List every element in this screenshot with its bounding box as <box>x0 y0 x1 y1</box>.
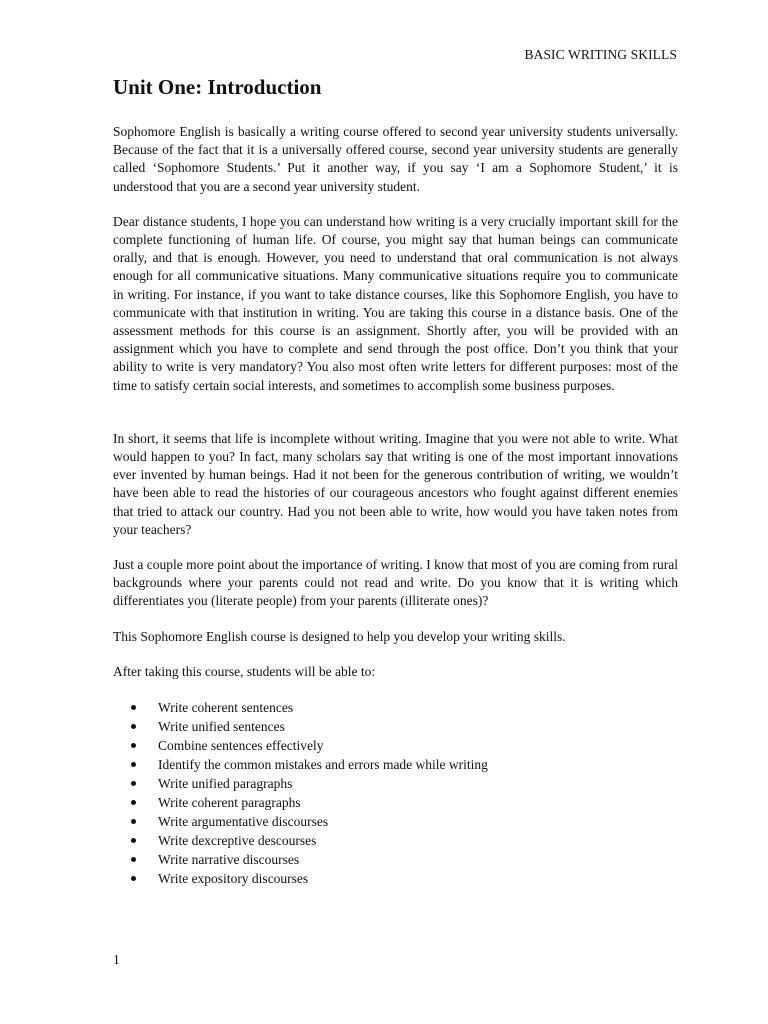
paragraph-life-without-writing: In short, it seems that life is incomplete without writing. Imagine that you were not able to write. What would happen to you? In fact, many scholars say that writing is one of the most important innovations ever invented by human beings. Had it not been for the generous contribution of writing, we wouldn’t have been able to read the histories of our courageous ancestors who fought against different enemies that tried to attack our country. Had you not been able to write, how would you have taken notes from your teachers? <box>113 430 678 537</box>
objective-text: Write expository discourses <box>158 871 309 887</box>
bullet-icon <box>131 762 136 767</box>
list-item <box>113 774 678 793</box>
list-item <box>113 793 678 812</box>
paragraph-importance: Dear distance students, I hope you can understand how writing is a very crucially important skill for the complete functioning of human life. Of course, you might say that human beings can communicate orally, and that is enough. However, you need to understand that oral communication is not always enough for all communicative situations. Many communicative situations require you to communicate in writing. For instance, if you want to take distance courses, like this Sophomore English, you have to communicate with that institution in writing. You are taking this course in a distance basis. One of the assessment methods for this course is an assignment. Shortly after, you will be provided with an assignment which you have to complete and send through the post office. Don’t you think that your ability to write is very mandatory? You also most often write letters for different purposes: most of the time to satisfy certain social interests, and sometimes to accomplish some business purposes. <box>113 213 678 393</box>
objectives-list <box>113 698 678 888</box>
list-item <box>113 850 678 869</box>
paragraph-intro: Sophomore English is basically a writing course offered to second year university students universally. Because of the fact that it is a universally offered course, second year university students are generally called ‘Sophomore Students.’ Put it another way, if you say ‘I am a Sophomore Student,’ it is understood that you are a second year university student. <box>113 124 678 194</box>
running-header: BASIC WRITING SKILLS <box>524 47 677 62</box>
page-content <box>113 74 678 888</box>
list-item <box>113 717 678 736</box>
objective-text: Write coherent sentences <box>158 700 294 716</box>
list-item <box>113 869 678 888</box>
bullet-icon <box>131 876 136 881</box>
bullet-icon <box>131 838 136 843</box>
bullet-icon <box>131 819 136 824</box>
objective-text: Write unified sentences <box>158 719 285 735</box>
list-item <box>113 831 678 850</box>
list-item <box>113 755 678 774</box>
bullet-icon <box>131 781 136 786</box>
list-item <box>113 736 678 755</box>
objective-text: Write narrative discourses <box>158 852 300 868</box>
page-number: 1 <box>113 952 120 967</box>
objective-text: Write coherent paragraphs <box>158 795 301 811</box>
bullet-icon <box>131 743 136 748</box>
list-item <box>113 812 678 831</box>
objective-text: Write argumentative discourses <box>158 814 329 830</box>
objective-text: Combine sentences effectively <box>158 738 324 754</box>
bullet-icon <box>131 705 136 710</box>
unit-title: Unit One: Introduction <box>113 75 322 99</box>
objective-text: Write dexcreptive descourses <box>158 833 317 849</box>
objective-text: Identify the common mistakes and errors made while writing <box>158 757 488 773</box>
list-item <box>113 698 678 717</box>
bullet-icon <box>131 800 136 805</box>
objective-text: Write unified paragraphs <box>158 776 293 792</box>
paragraph-literacy: Just a couple more point about the importance of writing. I know that most of you are coming from rural backgrounds where your parents could not read and write. Do you know that it is writing which differentiates you (literate people) from your parents (illiterate ones)? <box>113 557 678 609</box>
paragraph-objectives-lead: After taking this course, students will be able to: <box>113 663 376 679</box>
bullet-icon <box>131 724 136 729</box>
bullet-icon <box>131 857 136 862</box>
paragraph-course-purpose: This Sophomore English course is designed to help you develop your writing skills. <box>113 628 566 644</box>
